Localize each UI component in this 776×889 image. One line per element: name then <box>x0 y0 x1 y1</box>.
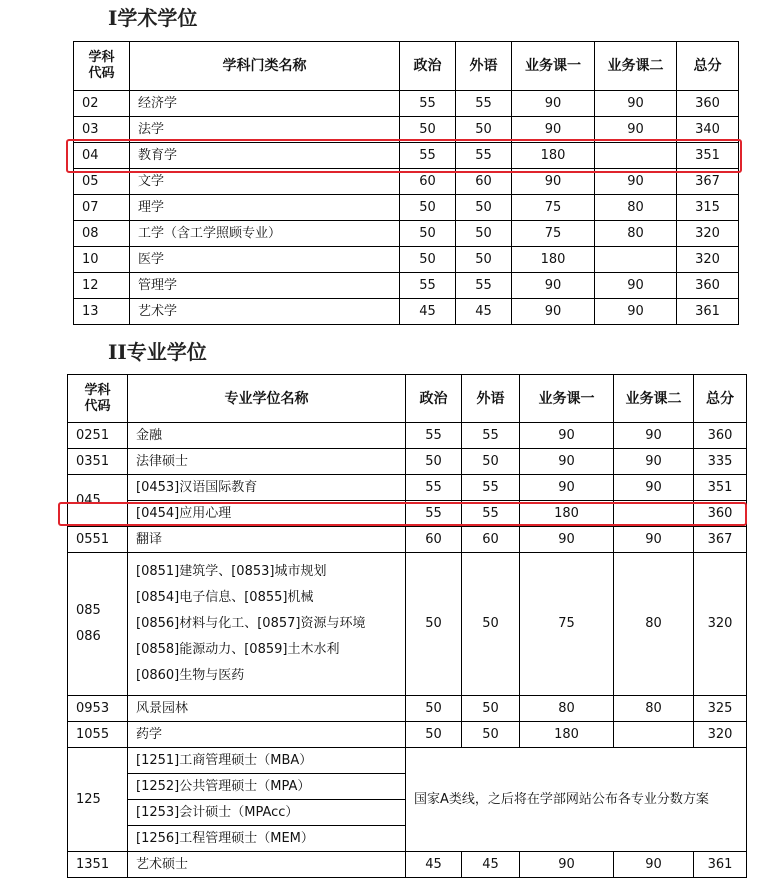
cell-foreign-lang: 50 <box>456 117 512 143</box>
cell-total: 320 <box>677 221 739 247</box>
cell-course2: 90 <box>614 423 694 449</box>
cell-name: 医学 <box>130 247 400 273</box>
cell-total: 315 <box>677 195 739 221</box>
cell-name: 理学 <box>130 195 400 221</box>
cell-name: 教育学 <box>130 143 400 169</box>
sub-name: [0860]生物与医药 <box>136 668 245 683</box>
cell-code: 07 <box>74 195 130 221</box>
sub-name: [0854]电子信息、[0855]机械 <box>136 590 314 605</box>
cell-politics: 55 <box>406 501 462 527</box>
cell-code: 0551 <box>68 527 128 553</box>
code-line: 086 <box>76 629 101 644</box>
header-code: 学科 代码 <box>68 375 128 423</box>
cell-foreign-lang: 50 <box>456 221 512 247</box>
cell-politics: 50 <box>406 722 462 748</box>
cell-politics: 50 <box>400 247 456 273</box>
cell-course1: 75 <box>512 221 595 247</box>
cell-course2: 90 <box>614 852 694 878</box>
table-row <box>68 423 747 449</box>
cell-code: 0953 <box>68 696 128 722</box>
cell-foreign-lang: 45 <box>456 299 512 325</box>
cell-politics: 50 <box>406 553 462 696</box>
cell-name: 法律硕士 <box>128 449 406 475</box>
cell-course1: 90 <box>512 117 595 143</box>
header-foreign-lang: 外语 <box>462 375 520 423</box>
cell-total: 360 <box>694 501 747 527</box>
highlight-box-applied-psychology <box>58 502 747 526</box>
cell-course1: 80 <box>520 696 614 722</box>
cell-total: 320 <box>694 722 747 748</box>
cell-course1: 90 <box>512 299 595 325</box>
cell-name: [1251]工商管理硕士（MBA） <box>128 748 406 774</box>
header-course2: 业务课二 <box>595 42 677 91</box>
header-politics: 政治 <box>400 42 456 91</box>
cell-course1: 90 <box>520 527 614 553</box>
cell-foreign-lang: 55 <box>456 143 512 169</box>
cell-politics: 55 <box>400 91 456 117</box>
sub-name: [0851]建筑学、[0853]城市规划 <box>136 564 327 579</box>
table-row <box>74 273 739 299</box>
cell-foreign-lang: 50 <box>462 449 520 475</box>
cell-name: 管理学 <box>130 273 400 299</box>
cell-course1: 180 <box>512 247 595 273</box>
cell-politics: 50 <box>406 696 462 722</box>
section-title-professional: II专业学位 <box>108 340 207 364</box>
header-politics: 政治 <box>406 375 462 423</box>
cell-name: [1256]工程管理硕士（MEM） <box>128 826 406 852</box>
cell-code: 1351 <box>68 852 128 878</box>
cell-foreign-lang: 50 <box>456 247 512 273</box>
cell-name: 艺术学 <box>130 299 400 325</box>
cell-total: 320 <box>694 553 747 696</box>
cell-foreign-lang: 60 <box>456 169 512 195</box>
cell-code: 0351 <box>68 449 128 475</box>
cell-name: 文学 <box>130 169 400 195</box>
table-header-row <box>68 375 747 423</box>
cell-foreign-lang: 45 <box>462 852 520 878</box>
cell-foreign-lang: 50 <box>456 195 512 221</box>
cell-code: 13 <box>74 299 130 325</box>
table-row <box>74 299 739 325</box>
table-row <box>68 449 747 475</box>
cell-foreign-lang: 55 <box>462 423 520 449</box>
cell-course2: 80 <box>595 221 677 247</box>
table-row <box>74 91 739 117</box>
cell-name: 法学 <box>130 117 400 143</box>
cell-course1: 75 <box>520 553 614 696</box>
cell-politics: 45 <box>400 299 456 325</box>
cell-total: 361 <box>694 852 747 878</box>
cell-course1: 90 <box>512 273 595 299</box>
cell-note: 国家A类线，之后将在学部网站公布各专业分数方案 <box>406 748 747 852</box>
cell-course2: 80 <box>614 696 694 722</box>
cell-politics: 50 <box>406 449 462 475</box>
table-row <box>68 553 747 696</box>
cell-course2: 90 <box>595 299 677 325</box>
cell-total: 351 <box>677 143 739 169</box>
cell-total: 335 <box>694 449 747 475</box>
cell-total: 320 <box>677 247 739 273</box>
cell-name: 金融 <box>128 423 406 449</box>
cell-politics: 60 <box>400 169 456 195</box>
cell-code: 03 <box>74 117 130 143</box>
cell-foreign-lang: 55 <box>462 475 520 501</box>
cell-politics: 55 <box>406 423 462 449</box>
table-row <box>68 527 747 553</box>
cell-code: 02 <box>74 91 130 117</box>
cell-course1: 180 <box>512 143 595 169</box>
section-title-academic: I学术学位 <box>108 6 198 30</box>
cell-name: [1253]会计硕士（MPAcc） <box>128 800 406 826</box>
cell-foreign-lang: 50 <box>462 553 520 696</box>
cell-politics: 60 <box>406 527 462 553</box>
cell-total: 351 <box>694 475 747 501</box>
cell-course1: 90 <box>520 423 614 449</box>
cell-course2: 90 <box>595 117 677 143</box>
cell-politics: 45 <box>406 852 462 878</box>
code-line: 085 <box>76 603 101 618</box>
cell-course1: 75 <box>512 195 595 221</box>
cell-code <box>68 553 128 696</box>
cell-course2: 80 <box>614 553 694 696</box>
table-row <box>74 195 739 221</box>
cell-course2: 80 <box>595 195 677 221</box>
cell-name: 翻译 <box>128 527 406 553</box>
cell-total: 367 <box>694 527 747 553</box>
header-course1: 业务课一 <box>512 42 595 91</box>
cell-total: 340 <box>677 117 739 143</box>
highlight-box-education <box>66 139 742 173</box>
cell-code: 1055 <box>68 722 128 748</box>
cell-foreign-lang: 55 <box>456 91 512 117</box>
cell-code: 0251 <box>68 423 128 449</box>
cell-name: [0453]汉语国际教育 <box>128 475 406 501</box>
cell-foreign-lang: 60 <box>462 527 520 553</box>
cell-name: 艺术硕士 <box>128 852 406 878</box>
cell-total: 367 <box>677 169 739 195</box>
cell-course2: 90 <box>595 169 677 195</box>
table-row <box>74 247 739 273</box>
cell-course2: 90 <box>595 273 677 299</box>
header-name: 专业学位名称 <box>128 375 406 423</box>
cell-course1: 90 <box>512 169 595 195</box>
cell-course2: 90 <box>595 91 677 117</box>
cell-course1: 90 <box>520 852 614 878</box>
cell-total: 325 <box>694 696 747 722</box>
cell-course2 <box>614 722 694 748</box>
table-row <box>68 696 747 722</box>
cell-foreign-lang: 50 <box>462 696 520 722</box>
cell-course1: 180 <box>520 501 614 527</box>
cell-code: 05 <box>74 169 130 195</box>
cell-code: 12 <box>74 273 130 299</box>
cell-course1: 180 <box>520 722 614 748</box>
cell-name: 经济学 <box>130 91 400 117</box>
cell-course2: 90 <box>614 527 694 553</box>
cell-code: 045 <box>68 475 128 527</box>
header-course1: 业务课一 <box>520 375 614 423</box>
table-row <box>74 221 739 247</box>
cell-politics: 50 <box>400 195 456 221</box>
header-foreign-lang: 外语 <box>456 42 512 91</box>
cell-politics: 55 <box>406 475 462 501</box>
academic-degree-table <box>73 41 739 325</box>
sub-name: [0856]材料与化工、[0857]资源与环境 <box>136 616 366 631</box>
cell-name-list <box>128 553 406 696</box>
cell-name: [1252]公共管理硕士（MPA） <box>128 774 406 800</box>
cell-name: [0454]应用心理 <box>128 501 406 527</box>
cell-politics: 55 <box>400 143 456 169</box>
cell-code: 04 <box>74 143 130 169</box>
cell-foreign-lang: 55 <box>462 501 520 527</box>
cell-total: 361 <box>677 299 739 325</box>
table-row <box>68 722 747 748</box>
cell-course2 <box>595 247 677 273</box>
header-total: 总分 <box>694 375 747 423</box>
header-course2: 业务课二 <box>614 375 694 423</box>
header-code: 学科 代码 <box>74 42 130 91</box>
cell-name: 工学（含工学照顾专业） <box>130 221 400 247</box>
cell-code: 08 <box>74 221 130 247</box>
cell-course2: 90 <box>614 449 694 475</box>
cell-politics: 55 <box>400 273 456 299</box>
cell-name: 药学 <box>128 722 406 748</box>
cell-course1: 90 <box>520 449 614 475</box>
cell-politics: 50 <box>400 221 456 247</box>
cell-foreign-lang: 55 <box>456 273 512 299</box>
cell-course2: 90 <box>614 475 694 501</box>
cell-course1: 90 <box>512 91 595 117</box>
cell-course1: 90 <box>520 475 614 501</box>
cell-code: 125 <box>68 748 128 852</box>
cell-politics: 50 <box>400 117 456 143</box>
professional-degree-table <box>67 374 747 878</box>
cell-total: 360 <box>694 423 747 449</box>
table-row <box>68 852 747 878</box>
table-row <box>68 748 747 774</box>
table-row <box>68 475 747 501</box>
header-name: 学科门类名称 <box>130 42 400 91</box>
sub-name: [0858]能源动力、[0859]土木水利 <box>136 642 340 657</box>
cell-name: 风景园林 <box>128 696 406 722</box>
table-header-row <box>74 42 739 91</box>
cell-total: 360 <box>677 273 739 299</box>
cell-foreign-lang: 50 <box>462 722 520 748</box>
cell-code: 10 <box>74 247 130 273</box>
header-total: 总分 <box>677 42 739 91</box>
cell-total: 360 <box>677 91 739 117</box>
